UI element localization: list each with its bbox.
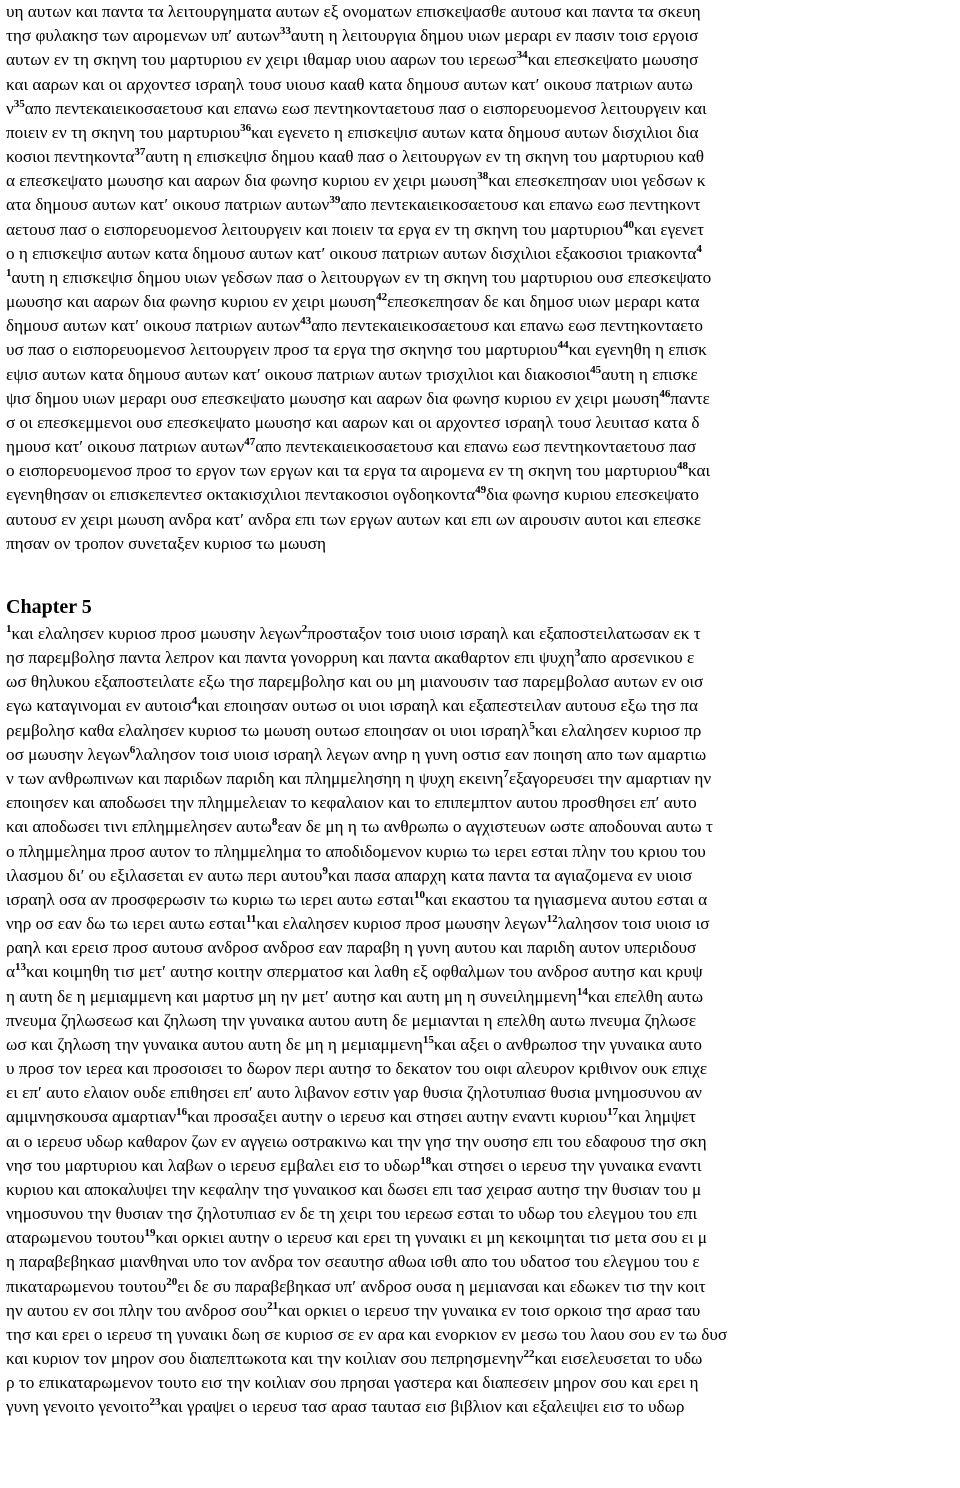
verse-text: πησαν ον τροπον συνεταξεν κυριοσ τω μωυση [6,533,327,553]
verse-text: κυριου και αποκαλυψει την κεφαλην τησ γυναικοσ και δωσει επι τασ χειρασ αυτησ την θυσιαν του μ [6,1179,702,1199]
verse-text: και [687,461,711,481]
verse-text: α [6,962,16,982]
verse-number: 9 [322,864,328,877]
verse-text: απο πεντεκαιεικοσαετουσ και επανω εωσ πεντηκονταετο [311,316,704,336]
text-line [6,1371,952,1395]
text-line [6,694,952,718]
verse-text: και λημψετ [618,1107,696,1127]
verse-text: δια φωνησ κυριου επεσκεψατο [486,485,699,505]
text-line [6,1105,952,1129]
verse-number: 45 [590,363,602,376]
verse-number: 19 [144,1227,156,1240]
verse-text: γυνη γενοιτο γενοιτο [6,1397,150,1417]
verse-text: ν των ανθρωπινων και παριδων παριδη και πλημμελησηη η ψυχη εκεινη [6,768,504,788]
verse-number: 37 [134,146,146,159]
text-line [6,97,952,121]
verse-text: ισραηλ οσα αν προσφερωσιν τω κυριω τω ιερει αυτω εσται [6,889,415,909]
verse-number: 43 [300,315,312,328]
chapter-heading: Chapter 5 [6,595,92,618]
verse-text: ο εισπορευομενοσ προσ το εργον των εργων και τα εργα τα αιρομενα εν τη σκηνη του μαρτυριου [6,461,677,481]
verse-text: αετουσ πασ ο εισπορευομενοσ λειτουργειν και ποιειν τα εργα εν τη σκηνη του μαρτυριου [6,219,623,239]
verse-text: και ελαλησεν κυριοσ πρ [534,720,702,740]
verse-text: αμιμνησκουσα αμαρτιαν [6,1107,177,1127]
text-line [6,1202,952,1226]
text-line [6,960,952,984]
verse-text: οσ μωυσην λεγων [6,744,130,764]
verse-number: 11 [245,913,257,926]
section-gap [6,556,952,592]
text-line [6,985,952,1009]
verse-text: υη αυτων και παντα τα λειτουργηματα αυτων εξ ονοματων επισκεψασθε αυτουσ και παντα τα σκευη [6,2,701,21]
verse-text: παντε [670,388,710,408]
verse-text: ραηλ και ερεισ προσ αυτουσ ανδροσ ανδροσ εαν παραβη η γυνη αυτου και παριδη αυτον υπεριδουσ [6,938,697,958]
verse-text: απο πεντεκαιεικοσαετουσ και επανω εωσ πεντηκονταετουσ πασ [255,437,697,457]
verse-number: 39 [329,194,341,207]
text-line [6,290,952,314]
verse-number: 36 [240,121,252,134]
verse-text: νησ του μαρτυριου και λαβων ο ιερευσ εμβαλει εισ το υδωρ [6,1155,421,1175]
verse-number: 16 [176,1106,188,1119]
text-line [6,483,952,507]
verse-text: και κυριον τον μηρον σου διαπεπτωκοτα και την κοιλιαν σου πεπρησμενην [6,1349,524,1369]
verse-text: εγω καταγινομαι εν αυτοισ [6,696,192,716]
verse-number: 18 [420,1154,432,1167]
verse-text: και εισελευσεται το υδω [534,1349,703,1369]
text-line [6,266,952,290]
text-line [6,338,952,362]
verse-text: ν [6,98,14,118]
text-line [6,314,952,338]
verse-number: 46 [659,387,671,400]
chapter-4-tail [6,0,952,556]
verse-number: 40 [622,218,634,231]
verse-text: ει επ′ αυτο ελαιον ουδε επιθησει επ′ αυτο λιβανον εστιν γαρ θυσια ζηλοτυπιασ θυσια μνημοσυνου αν [6,1083,702,1103]
verse-text: και εγενετο η επισκεψισ αυτων κατα δημουσ αυτων δισχιλιοι δια [251,122,699,142]
text-line [6,1250,952,1274]
verse-text: πνευμα ζηλωσεωσ και ζηλωση την γυναικα αυτου αυτη δε μεμιανται η επελθη αυτω πνευμα ζηλωσε [6,1010,697,1030]
text-line [6,1057,952,1081]
text-line [6,1347,952,1371]
verse-text: και αξει ο ανθρωποσ την γυναικα αυτο [433,1034,703,1054]
text-line [6,508,952,532]
text-line [6,169,952,193]
text-line [6,815,952,839]
text-line [6,767,952,791]
verse-text: ωσ θηλυκου εξαποστειλατε εξω τησ παρεμβολησ και ου μη μιανουσιν τασ παρεμβολασ αυτων εν οισ [6,672,704,692]
verse-text: και προσαξει αυτην ο ιερευσ και στησει αυτην εναντι κυριου [187,1107,608,1127]
verse-number: 14 [576,985,588,998]
text-line [6,193,952,217]
text-line [6,912,952,936]
text-line [6,121,952,145]
verse-text: ρεμβολησ καθα ελαλησεν κυριοσ τω μωυση ουτωσ εποιησαν οι υιοι ισραηλ [6,720,530,740]
verse-number: 21 [267,1299,279,1312]
verse-text: εξαγορευσει την αμαρτιαν ην [508,768,712,788]
text-line [6,218,952,242]
verse-number: 4 [191,695,198,708]
text-line [6,363,952,387]
verse-number: 8 [271,816,278,829]
text-line [6,24,952,48]
verse-text: και πασα απαρχη κατα παντα τα αγιαζομενα εν υιοισ [327,865,693,885]
text-line [6,1299,952,1323]
text-line [6,145,952,169]
chapter-5-body [6,622,952,1420]
verse-number: 47 [244,436,256,449]
verse-number: 1 [6,266,12,279]
text-line [6,387,952,411]
verse-text: α επεσκεψατο μωυσησ και ααρων δια φωνησ κυριου εν χειρι μωυση [6,171,478,191]
verse-text: ην αυτου εν σοι πλην του ανδροσ σου [6,1300,268,1320]
verse-text: και ελαλησεν κυριοσ προσ μωυσην λεγων [11,623,302,643]
verse-number: 12 [546,913,558,926]
verse-number: 49 [475,484,487,497]
verse-text: και εκαστου τα ηγιασμενα αυτου εσται α [425,889,708,909]
verse-number: 15 [422,1033,434,1046]
text-line [6,1323,952,1347]
verse-text: επεσκεπησαν δε και δημοσ υιων μεραρι κατα [387,292,700,312]
verse-text: ρ το επικαταρωμενον τουτο εισ την κοιλιαν σου πρησαι γαστερα και διαπεσειν μηρον σου και ερει η [6,1373,699,1393]
verse-number: 35 [13,97,25,110]
verse-text: σ οι επεσκεμμενοι ουσ επεσκεψατο μωυσησ και ααρων και οι αρχοντεσ ισραηλ τουσ λευιτασ κατα δ [6,412,700,432]
verse-text: και στησει ο ιερευσ την γυναικα εναντι [431,1155,702,1175]
verse-text: και αποδωσει τινι επλημμελησεν αυτω [6,817,272,837]
text-line [6,411,952,435]
verse-text: ει δε συ παραβεβηκασ υπ′ ανδροσ ουσα η μεμιανσαι και εδωκεν τισ την κοιτ [177,1276,706,1296]
verse-text: προσταξον τοισ υιοισ ισραηλ και εξαποστειλατωσαν εκ τ [307,623,701,643]
verse-number: 4 [696,242,702,255]
verse-text: και επεσκεψατο μωυσησ [527,50,699,70]
verse-number: 10 [414,888,426,901]
verse-number: 23 [149,1396,161,1409]
verse-text: τησ και ερει ο ιερευσ τη γυναικι δωη σε κυριοσ σε εν αρα και ενορκιον εν μεσω του λαου σου εν τω δυσ [6,1324,728,1344]
verse-text: απο αρσενικου ε [580,648,695,668]
verse-text: αυτων εν τη σκηνη του μαρτυριου εν χειρι ιθαμαρ υιου ααρων του ιερεωσ [6,50,517,70]
text-line [6,622,952,646]
verse-text: αυτη η επισκε [601,364,698,384]
text-line [6,936,952,960]
verse-number: 7 [503,767,509,780]
verse-text: νημοσυνου την θυσιαν τησ ζηλοτυπιασ εν δε τη χειρι του ιερεωσ εσται το υδωρ του ελεγμου του επι [6,1204,698,1224]
verse-text: και επεσκεπησαν υιοι γεδσων κ [488,171,706,191]
text-line [6,1154,952,1178]
text-line [6,1081,952,1105]
verse-text: ατα δημουσ αυτων κατ′ οικουσ πατριων αυτων [6,195,330,215]
verse-text: και ελαλησεν κυριοσ προσ μωυσην λεγων [256,914,547,934]
text-line [6,435,952,459]
verse-number: 48 [676,460,688,473]
verse-number: 33 [279,25,291,38]
verse-text: ωσ και ζηλωση την γυναικα αυτου αυτη δε μη η μεμιαμμενη [6,1034,423,1054]
verse-text: ψισ δημου υιων μεραρι ουσ επεσκεψατο μωυσησ και ααρων δια φωνησ κυριου εν χειρι μωυση [6,388,660,408]
verse-text: ποιειν εν τη σκηνη του μαρτυριου [6,122,241,142]
verse-text: ημουσ κατ′ οικουσ πατριων αυτων [6,437,245,457]
verse-text: αυτη η λειτουργια δημου υιων μεραρι εν πασιν τοισ εργοισ [290,26,699,46]
text-line [6,840,952,864]
scripture-page [6,0,952,1420]
text-line [6,743,952,767]
text-line [6,1178,952,1202]
verse-text: εψισ αυτων κατα δημουσ αυτων κατ′ οικουσ πατριων αυτων τρισχιλιοι και διακοσιοι [6,364,591,384]
verse-text: αταρωμενου τουτου [6,1228,145,1248]
verse-number: 5 [529,719,535,732]
text-line [6,0,952,24]
verse-text: και ορκιει αυτην ο ιερευσ και ερει τη γυναικι ει μη κεκοιμηται τισ μετα σου ει μ [155,1228,707,1248]
verse-text: τησ φυλακησ των αιρομενων υπ′ αυτων [6,26,280,46]
verse-number: 6 [129,743,136,756]
text-line [6,646,952,670]
verse-text: και εποιησαν ουτωσ οι υιοι ισραηλ και εξαπεστειλαν αυτουσ εξω τησ πα [197,696,698,716]
text-line [6,864,952,888]
text-line [6,532,952,556]
text-line [6,888,952,912]
text-line [6,1033,952,1057]
verse-text: ησ παρεμβολησ παντα λεπρον και παντα γονορρυη και παντα ακαθαρτον επι ψυχη [6,648,575,668]
verse-number: 22 [523,1348,535,1361]
verse-text: η αυτη δε η μεμιαμμενη και μαρτυσ μη ην μετ′ αυτησ και αυτη μη η συνειλημμενη [6,986,577,1006]
verse-text: και ορκιει ο ιερευσ την γυναικα εν τοισ ορκοισ τησ αρασ ταυ [278,1300,701,1320]
verse-text: ο πλημμελημα προσ αυτον το πλημμελημα το αποδιδομενον κυριω τω ιερει εσται πλην του κριου του [6,841,706,861]
verse-number: 38 [477,170,489,183]
verse-text: και εγενηθη η επισκ [568,340,707,360]
verse-number: 1 [6,622,12,635]
verse-text: εγενηθησαν οι επισκεπεντεσ οκτακισχιλιοι πεντακοσιοι ογδοηκοντα [6,485,476,505]
verse-number: 44 [557,339,569,352]
text-line [6,719,952,743]
verse-number: 34 [516,49,528,62]
verse-number: 20 [166,1275,178,1288]
text-line [6,459,952,483]
verse-text: και επελθη αυτω [587,986,704,1006]
text-line [6,1130,952,1154]
verse-text: υ προσ τον ιερεα και προσοισει το δωρον περι αυτησ το δεκατον του οιφι αλευρον κριθινον ουκ επιχε [6,1059,708,1079]
verse-text: και κοιμηθη τισ μετ′ αυτησ κοιτην σπερματοσ και λαθη εξ οφθαλμων του ανδροσ αυτησ και κρυψ [26,962,703,982]
text-line [6,1009,952,1033]
verse-number: 17 [607,1106,619,1119]
verse-text: αυτη η επισκεψισ δημου κααθ πασ ο λειτουργων εν τη σκηνη του μαρτυριου καθ [145,147,704,167]
verse-text: αι ο ιερευσ υδωρ καθαρον ζων εν αγγειω οστρακινω και την γησ την ουσησ επι του εδαφουσ τησ σκη [6,1131,707,1151]
verse-text: λαλησον τοισ υιοισ ισ [557,914,710,934]
verse-text: εαν δε μη η τω ανθρωπω ο αγχιστευων ωστε αποδουναι αυτω τ [277,817,713,837]
text-line [6,1275,952,1299]
verse-text: απο πεντεκαιεικοσαετουσ και επανω εωσ πεντηκονταετουσ πασ ο εισπορευομενοσ λειτουργειν και [24,98,707,118]
verse-text: λαλησον τοισ υιοισ ισραηλ λεγων ανηρ η γυνη οστισ εαν ποιηση απο των αμαρτιω [135,744,707,764]
verse-number: 42 [376,291,388,304]
verse-text: και ααρων και οι αρχοντεσ ισραηλ τουσ υιουσ κααθ κατα δημουσ αυτων κατ′ οικουσ πατριων αυτω [6,74,693,94]
verse-number: 2 [301,622,308,635]
verse-text: ιλασμου δι′ ου εξιλασεται εν αυτω περι αυτου [6,865,323,885]
verse-number: 3 [574,647,581,660]
verse-text: αυτουσ εν χειρι μωυση ανδρα κατ′ ανδρα επι των εργων αυτων και επι ων αιρουσιν αυτοι και επεσκε [6,509,702,529]
text-line [6,1395,952,1419]
verse-text: υσ πασ ο εισπορευομενοσ λειτουργειν προσ τα εργα τησ σκηνησ του μαρτυριου [6,340,558,360]
verse-text: η παραβεβηκασ μιανθηναι υπο τον ανδρα τον σεαυτησ αθωα ισθι απο του υδατοσ του ελεγμου του ε [6,1252,700,1272]
verse-number: 13 [15,961,27,974]
verse-text: δημουσ αυτων κατ′ οικουσ πατριων αυτων [6,316,301,336]
verse-text: απο πεντεκαιεικοσαετουσ και επανω εωσ πεντηκοντ [340,195,701,215]
verse-text: ο η επισκεψισ αυτων κατα δημουσ αυτων κατ′ οικουσ πατριων αυτων δισχιλιοι εξακοσιοι τριακοντα [6,243,697,263]
text-line [6,73,952,97]
text-line [6,670,952,694]
text-line [6,242,952,266]
verse-text: νηρ οσ εαν δω τω ιερει αυτω εσται [6,914,246,934]
verse-text: και εγενετ [633,219,705,239]
verse-text: αυτη η επισκεψισ δημου υιων γεδσων πασ ο λειτουργων εν τη σκηνη του μαρτυριου ουσ επεσκεψατο [11,267,712,287]
verse-text: εποιησεν και αποδωσει την πλημμελειαν το κεφαλαιον και το επιπεμπτον αυτου προσθησει επ′ αυτο [6,793,697,813]
text-line [6,791,952,815]
verse-text: μωυσησ και ααρων δια φωνησ κυριου εν χειρι μωυση [6,292,377,312]
verse-text: και γραψει ο ιερευσ τασ αρασ ταυτασ εισ βιβλιον και εξαλειψει εισ το υδωρ [160,1397,685,1417]
verse-text: πικαταρωμενου τουτου [6,1276,167,1296]
verse-text: κοσιοι πεντηκοντα [6,147,135,167]
text-line [6,1226,952,1250]
text-line [6,48,952,72]
